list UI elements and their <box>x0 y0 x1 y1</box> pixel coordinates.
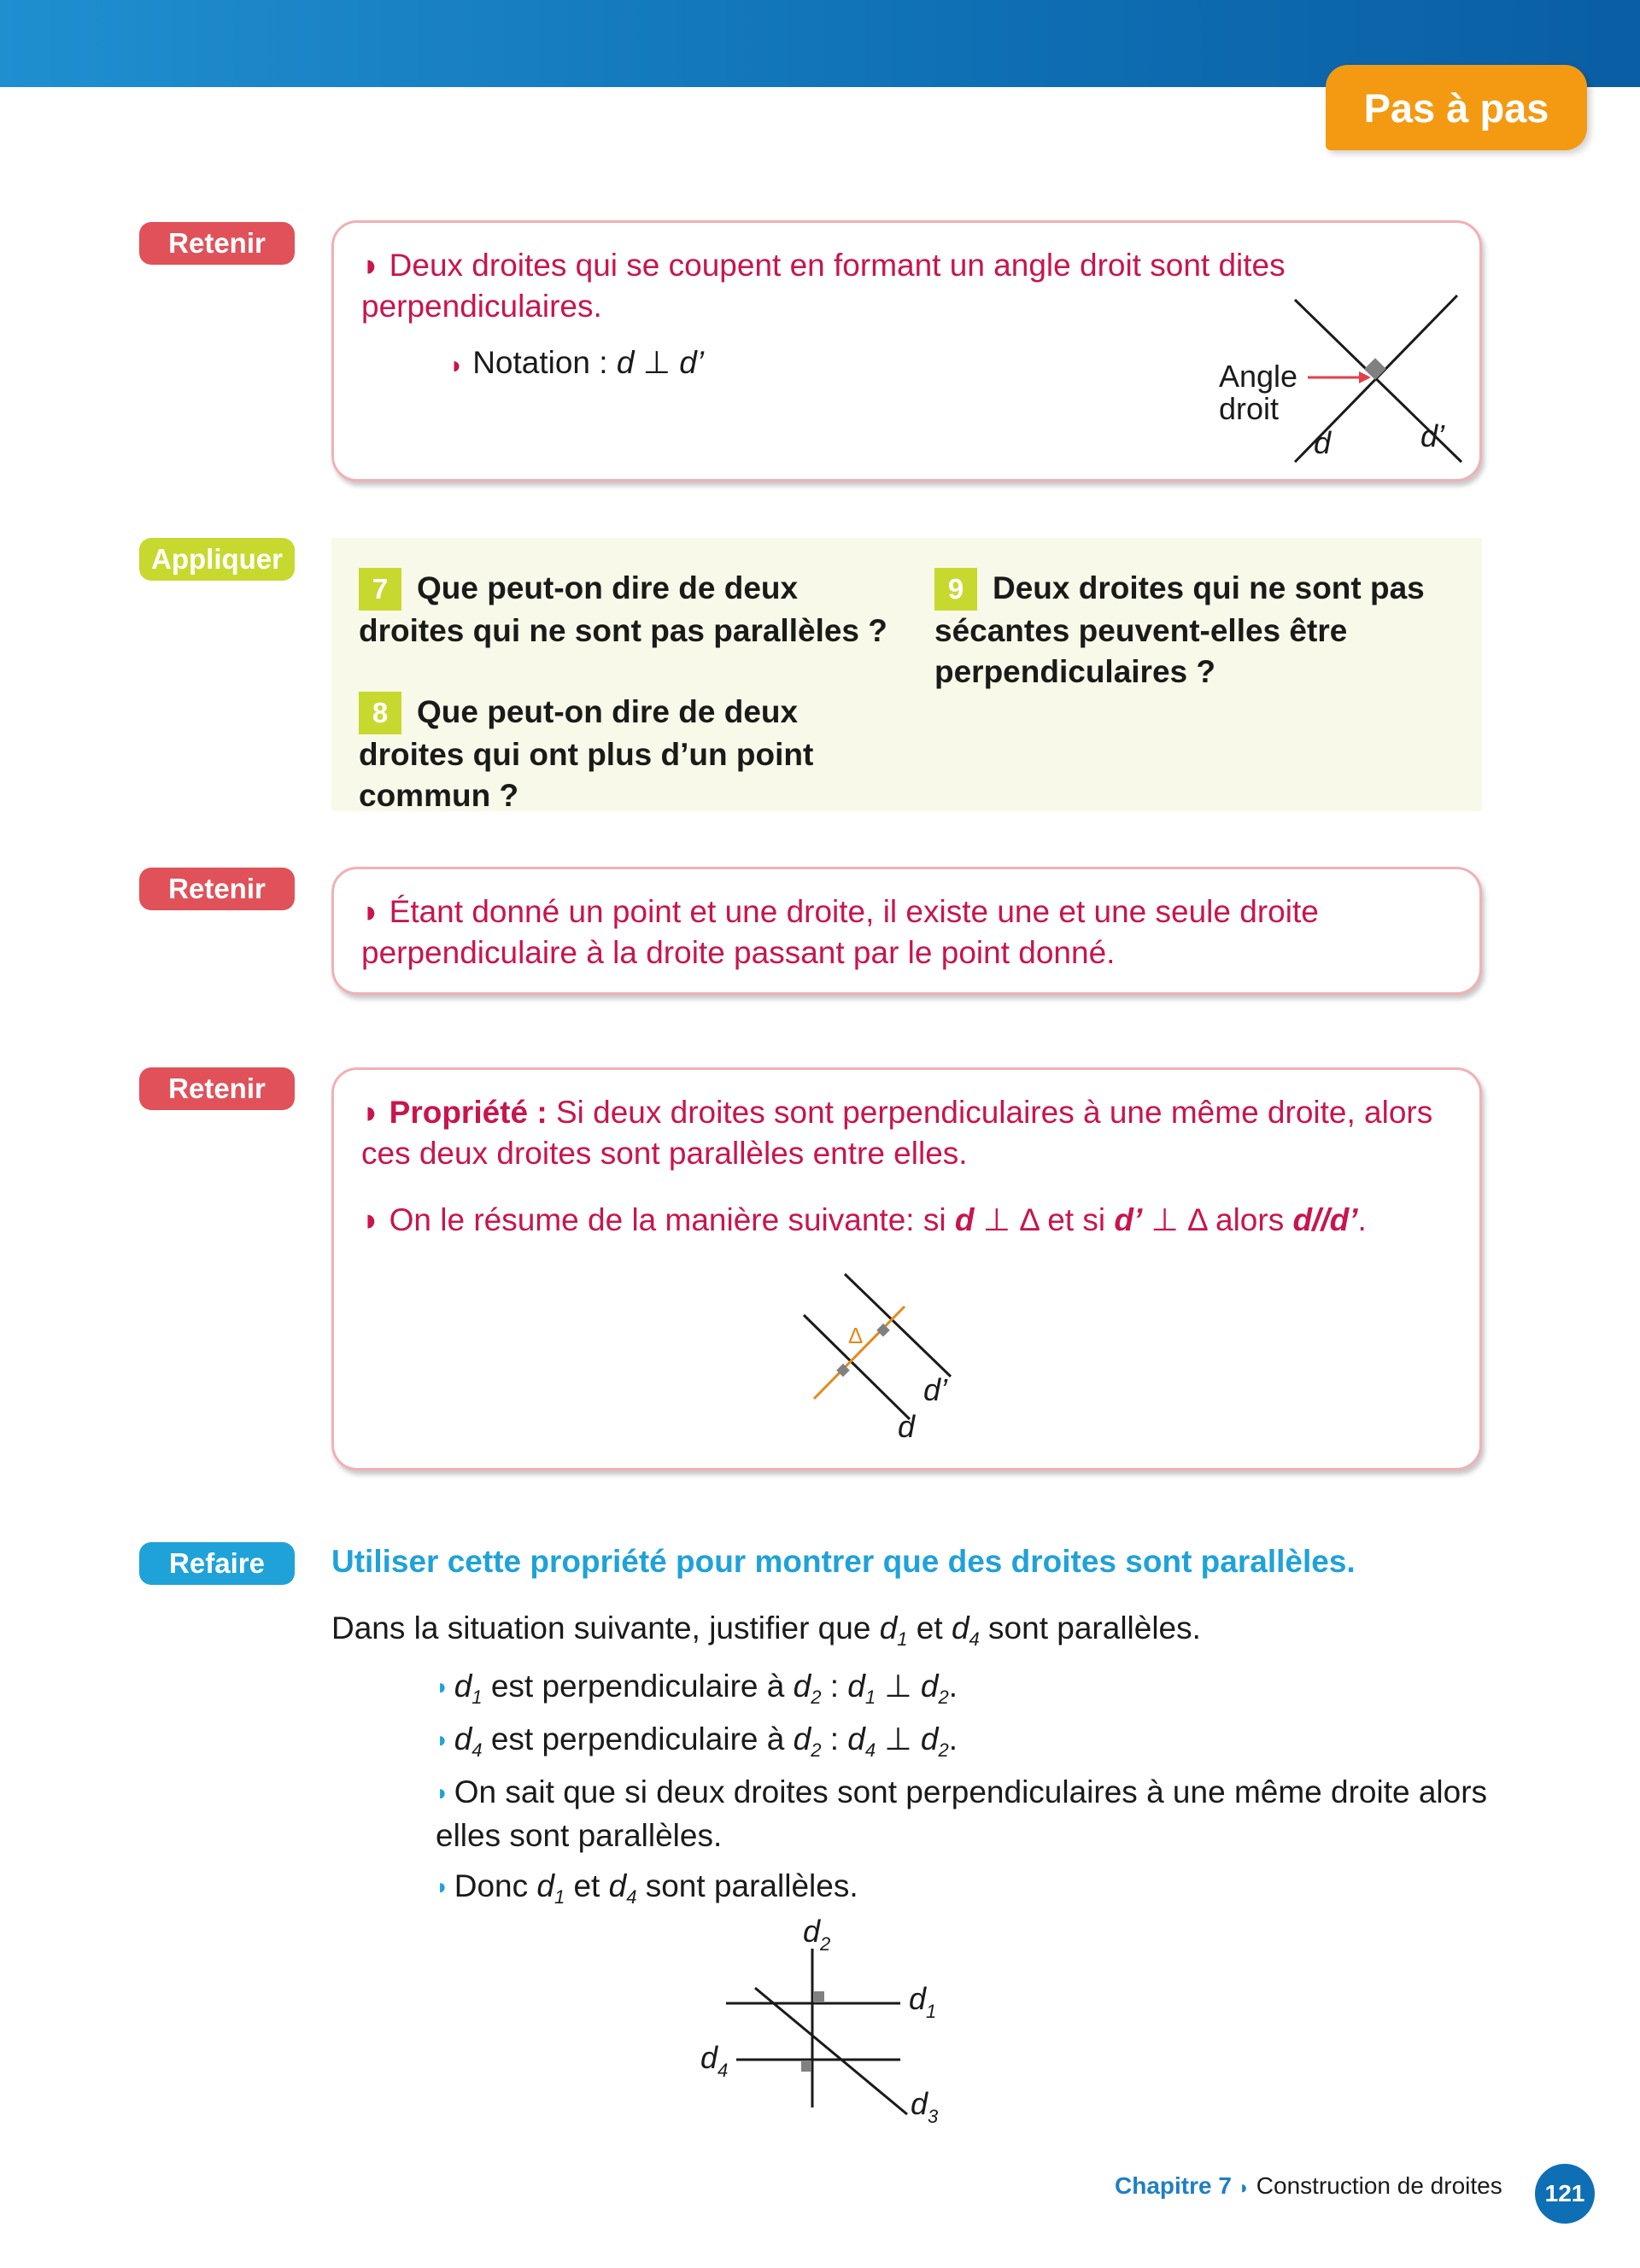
bullet-triangle-icon: ◗ <box>449 352 464 378</box>
label-d2: $d_2$ <box>803 1914 831 1955</box>
retenir-box-unique-perpendicular <box>331 867 1482 995</box>
chevron-right-icon: ◗ <box>1238 2177 1250 2198</box>
bullet-triangle-icon: ◗ <box>361 894 381 929</box>
pas-a-pas-tab: Pas à pas <box>1326 65 1587 150</box>
parallel-lines-figure <box>795 1271 1051 1450</box>
bullet-triangle-icon: ◗ <box>361 1095 381 1130</box>
refaire-intro: Dans la situation suivante, justifier que $d_1$ et $d_4$ sont parallèles. <box>331 1610 1201 1650</box>
question-9: 9 Deux droites qui ne sont pas sécantes peuvent-elles être perpendiculaires ? <box>934 568 1447 693</box>
label-d: d <box>898 1409 916 1444</box>
question-8: 8 Que peut-on dire de deux droites qui ont plus d’un point commun ? <box>359 692 888 816</box>
bullet-triangle-icon: ◗ <box>436 1727 449 1752</box>
line-d3 <box>755 1988 907 2114</box>
page-number: 121 <box>1535 2164 1595 2224</box>
bullet-triangle-icon: ◗ <box>436 1873 449 1899</box>
notation-line: ◗ Notation : d ⊥ d’ <box>449 345 705 380</box>
question-number-7: 7 <box>359 568 401 611</box>
question-number-9: 9 <box>934 568 977 611</box>
unique-perpendicular-text: ◗ Étant donné un point et une droite, il existe une et une seule droite perpendiculaire à la droite passant par le point donné. <box>361 894 1319 970</box>
summary-text: ◗ On le résume de la manière suivante: si d ⊥ Δ et si d’ ⊥ Δ alors d//d’. <box>361 1202 1367 1237</box>
footer-chapter: Chapitre 7 ◗ Construction de droites <box>1115 2172 1502 2199</box>
label-d-prime: d’ <box>923 1372 948 1407</box>
appliquer-box <box>331 538 1482 811</box>
retenir-box-property <box>331 1067 1482 1470</box>
four-lines-figure <box>692 1913 965 2143</box>
retenir-label: Retenir <box>139 1067 295 1110</box>
definition-text: ◗ Deux droites qui se coupent en formant un angle droit sont dites perpendiculaires. <box>361 248 1286 324</box>
refaire-bullet-4: ◗ Donc $d_1$ et $d_4$ sont parallèles. <box>436 1868 858 1908</box>
refaire-bullet-3: ◗ On sait que si deux droites sont perpendiculaires à une même droite alors elles sont parallèles. <box>436 1774 1488 1853</box>
question-number-8: 8 <box>359 692 401 734</box>
label-d1: $d_1$ <box>909 1981 937 2022</box>
refaire-label: Refaire <box>139 1542 295 1585</box>
angle-label-2: droit <box>1219 391 1280 426</box>
retenir-label: Retenir <box>139 868 295 910</box>
label-d4: $d_4$ <box>700 2040 729 2081</box>
bullet-triangle-icon: ◗ <box>436 1674 449 1699</box>
bullet-triangle-icon: ◗ <box>361 1202 381 1237</box>
refaire-bullet-2: ◗ $d_4$ est perpendiculaire à $d_2$ : $d_4$ ⊥ $d_2$. <box>436 1721 958 1761</box>
retenir-box-perpendicular-definition <box>331 220 1482 482</box>
property-text: ◗ Propriété : Si deux droites sont perpendiculaires à une même droite, alors ces deux droites sont parallèles entre elles. <box>361 1095 1433 1171</box>
label-d-prime: d’ <box>1420 418 1445 453</box>
appliquer-label: Appliquer <box>139 538 295 581</box>
retenir-label: Retenir <box>139 222 295 265</box>
label-d: d <box>1314 425 1332 460</box>
refaire-bullet-1: ◗ $d_1$ est perpendiculaire à $d_2$ : $d_1$ ⊥ $d_2$. <box>436 1669 958 1708</box>
question-7: 7 Que peut-on dire de deux droites qui ne sont pas parallèles ? <box>359 568 888 652</box>
label-d3: $d_3$ <box>911 2086 939 2127</box>
perpendicular-lines-figure <box>1086 283 1445 471</box>
label-delta: Δ <box>848 1323 864 1348</box>
angle-label: Angle <box>1219 359 1298 394</box>
bullet-triangle-icon: ◗ <box>361 248 381 283</box>
right-angle-marker <box>814 1991 824 2002</box>
bullet-triangle-icon: ◗ <box>436 1780 449 1805</box>
refaire-title: Utiliser cette propriété pour montrer que des droites sont parallèles. <box>331 1544 1356 1579</box>
right-angle-marker <box>801 2061 811 2072</box>
line-delta <box>814 1306 905 1399</box>
